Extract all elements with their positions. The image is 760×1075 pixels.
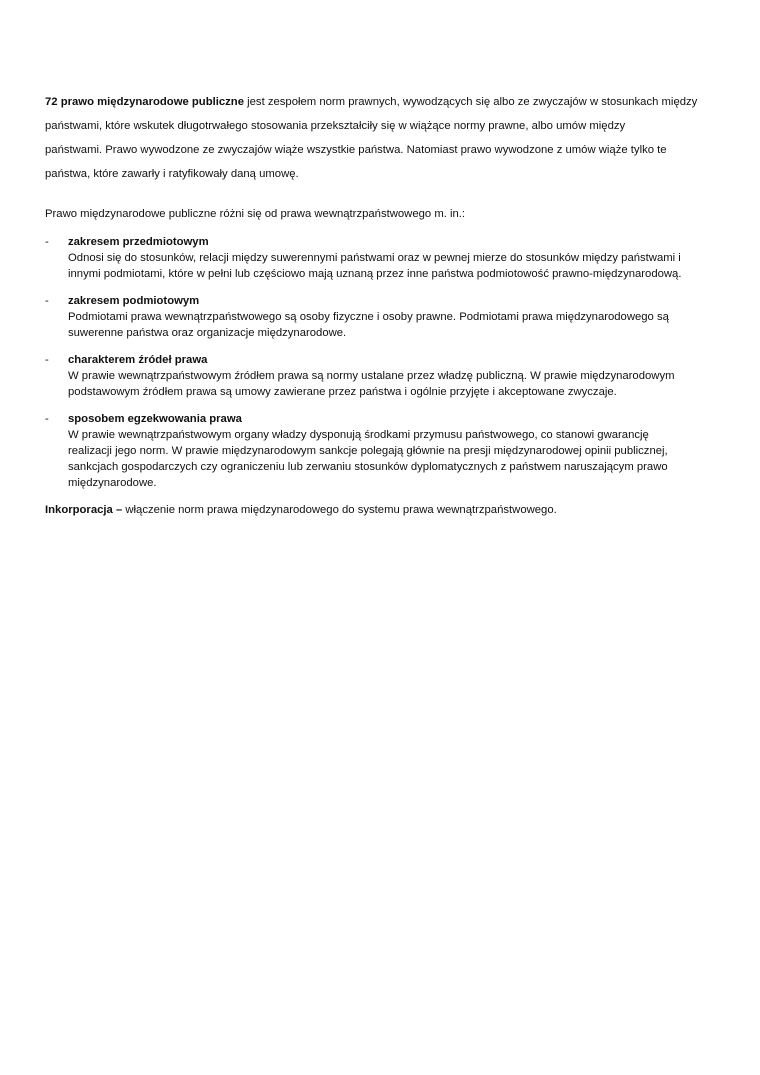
list-item-text: innymi podmiotami, które w pełni lub częściowo mają uznaną przez inne państwa podmiotowość prawno-międzynarodową. bbox=[68, 268, 682, 280]
lead-sentence: Prawo międzynarodowe publiczne różni się od prawa wewnątrzpaństwowego m. in.: bbox=[45, 208, 466, 220]
intro-bold-term: 72 prawo międzynarodowe publiczne bbox=[45, 96, 244, 108]
differences-list bbox=[45, 234, 717, 491]
list-item-text: sankcjach gospodarczych czy ograniczeniu lub zerwaniu stosunków dyplomatycznych z państwem naruszającym prawo bbox=[68, 461, 668, 473]
incorporation-term: Inkorporacja – bbox=[45, 504, 123, 516]
list-item-title: zakresem przedmiotowym bbox=[68, 236, 209, 248]
incorporation-definition bbox=[45, 502, 717, 518]
list-item-text: Odnosi się do stosunków, relacji między suwerennymi państwami oraz w pewnej mierze do stosunków między państwami i bbox=[68, 252, 681, 264]
list-dash: - bbox=[45, 354, 49, 366]
list-item-text: W prawie wewnątrzpaństwowym organy władzy dysponują środkami przymusu państwowego, co stanowi gwarancję bbox=[68, 429, 649, 441]
intro-paragraph bbox=[45, 90, 717, 186]
list-dash: - bbox=[45, 413, 49, 425]
list-item bbox=[45, 411, 717, 491]
list-item bbox=[45, 293, 717, 341]
list-item bbox=[45, 352, 717, 400]
intro-line-1-text: jest zespołem norm prawnych, wywodzących się albo ze zwyczajów w stosunkach między bbox=[244, 96, 698, 108]
intro-line-2: państwami, które wskutek długotrwałego stosowania przekształciły się w wiążące normy prawne, albo umów między bbox=[45, 120, 626, 132]
incorporation-text: włączenie norm prawa międzynarodowego do systemu prawa wewnątrzpaństwowego. bbox=[122, 504, 557, 516]
list-item bbox=[45, 234, 717, 282]
list-dash: - bbox=[45, 236, 49, 248]
list-item-title: charakterem źródeł prawa bbox=[68, 354, 208, 366]
list-item-text: Podmiotami prawa wewnątrzpaństwowego są osoby fizyczne i osoby prawne. Podmiotami prawa międzynarodowego są bbox=[68, 311, 669, 323]
intro-line-1 bbox=[45, 90, 717, 114]
document-page bbox=[45, 90, 717, 518]
list-item-text: suwerenne państwa oraz organizacje międzynarodowe. bbox=[68, 327, 347, 339]
list-item-text: W prawie wewnątrzpaństwowym źródłem prawa są normy ustalane przez władzę publiczną. W prawie międzynarodowym bbox=[68, 370, 675, 382]
list-dash: - bbox=[45, 295, 49, 307]
intro-line-3: państwami. Prawo wywodzone ze zwyczajów wiąże wszystkie państwa. Natomiast prawo wywodzone z umów wiąże tylko te bbox=[45, 144, 667, 156]
list-item-text: realizacji jego norm. W prawie międzynarodowym sankcje polegają głównie na presji międzynarodowej opinii publicznej, bbox=[68, 445, 668, 457]
list-item-title: zakresem podmiotowym bbox=[68, 295, 200, 307]
intro-line-4: państwa, które zawarły i ratyfikowały daną umowę. bbox=[45, 168, 299, 180]
list-item-text: międzynarodowe. bbox=[68, 477, 157, 489]
list-item-title: sposobem egzekwowania prawa bbox=[68, 413, 242, 425]
list-item-text: podstawowym źródłem prawa są umowy zawierane przez państwa i ogólnie przyjęte i akceptowane zwyczaje. bbox=[68, 386, 617, 398]
